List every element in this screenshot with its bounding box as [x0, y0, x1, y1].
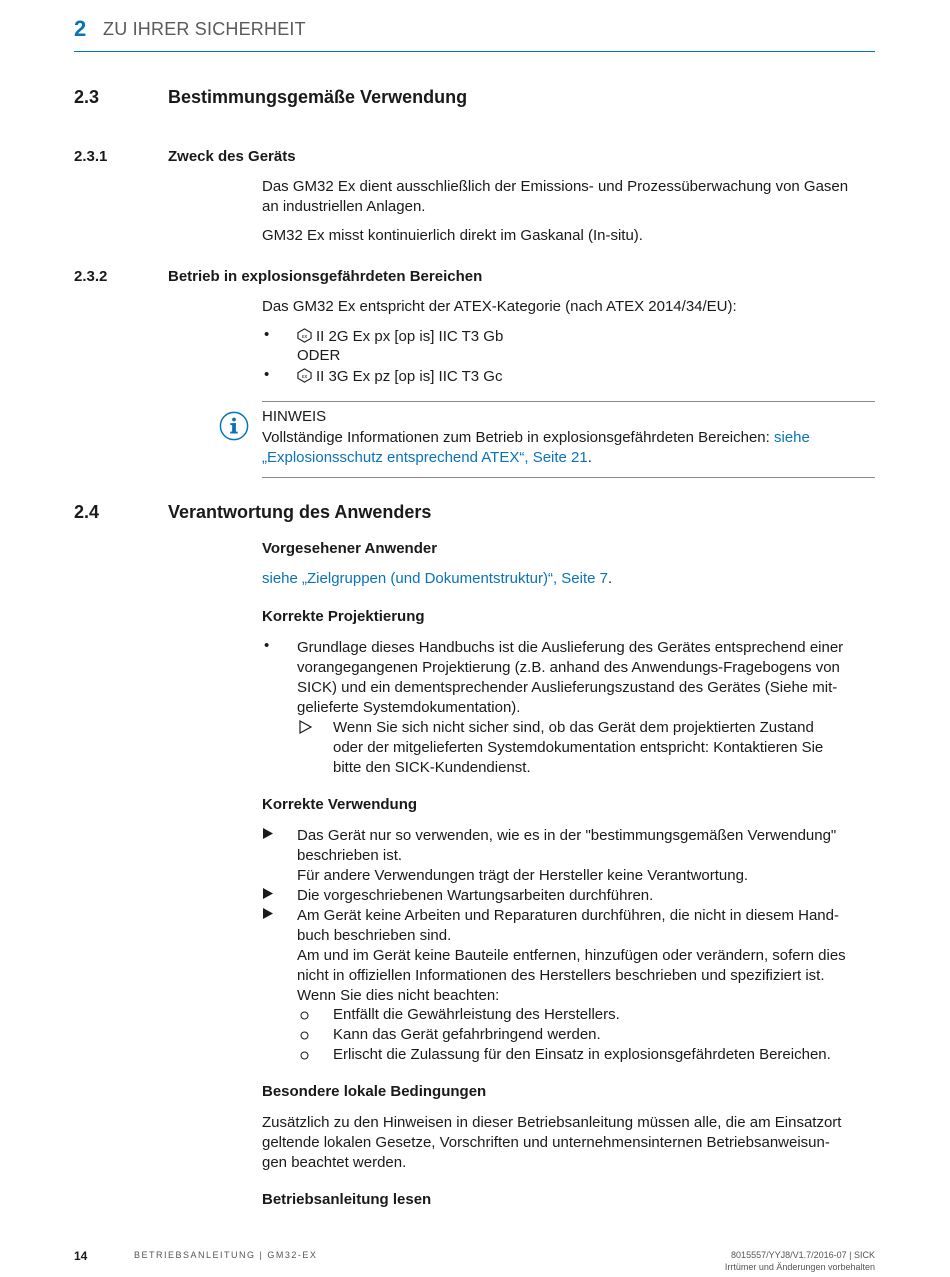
result-line: Wenn Sie sich nicht sicher sind, ob das Gerät dem projektierten Zustand	[333, 719, 814, 736]
list-item-line: vorangegangenen Projektierung (z.B. anhand des Anwendungs-Fragebogens von	[297, 659, 840, 676]
list-connector: ODER	[297, 347, 341, 364]
subsection-number: 2.3.2	[74, 268, 108, 285]
subheading: Betriebsanleitung lesen	[262, 1191, 432, 1208]
list-item-line: Grundlage dieses Handbuchs ist die Auslieferung des Gerätes entsprechend einer	[297, 639, 844, 656]
paragraph: Das GM32 Ex entspricht der ATEX-Kategorie (nach ATEX 2014/34/EU):	[262, 298, 737, 315]
chapter-number: 2	[74, 16, 87, 41]
info-icon	[219, 411, 249, 441]
arrow-action-icon	[263, 888, 273, 899]
action-line: Das Gerät nur so verwenden, wie es in der "bestimmungsgemäßen Verwendung"	[297, 827, 837, 844]
period: .	[608, 570, 613, 587]
zielgruppen-link[interactable]: siehe „Zielgruppen (und Dokumentstruktur)“, Seite 7	[262, 570, 608, 587]
section-title: Bestimmungsgemäße Verwendung	[168, 87, 468, 107]
paragraph: GM32 Ex misst kontinuierlich direkt im Gaskanal (In-situ).	[262, 227, 643, 244]
list-item	[297, 327, 503, 347]
paragraph-line: gen beachtet werden.	[262, 1154, 407, 1171]
sub-list-item: Erlischt die Zulassung für den Einsatz in explosionsgefährdeten Bereichen.	[333, 1046, 831, 1063]
list-item-text: II 3G Ex pz [op is] IIC T3 Gc	[316, 368, 503, 385]
bullet-dot-icon: •	[264, 366, 270, 383]
action-line: Die vorgeschriebenen Wartungsarbeiten durchführen.	[297, 887, 654, 904]
ex-marking-icon	[297, 328, 312, 343]
list-item-line: SICK) und ein dementsprechender Auslieferungszustand des Gerätes (Siehe mit-	[297, 679, 838, 696]
triangle-result-icon	[299, 720, 312, 734]
circle-bullet-icon	[300, 1031, 309, 1040]
result-line: bitte den SICK-Kundendienst.	[333, 759, 531, 776]
paragraph-line: an industriellen Anlagen.	[262, 198, 426, 215]
subheading: Vorgesehener Anwender	[262, 540, 438, 557]
action-line: Für andere Verwendungen trägt der Hersteller keine Verantwortung.	[297, 867, 749, 884]
action-line: nicht in offiziellen Informationen des Herstellers beschrieben und spezifiziert ist.	[297, 967, 825, 984]
note-text-line	[262, 448, 592, 468]
subsection-title: Zweck des Geräts	[168, 148, 296, 165]
note-link-part1[interactable]: siehe	[774, 429, 810, 446]
list-item	[297, 367, 502, 387]
subheading: Korrekte Verwendung	[262, 796, 418, 813]
svg-text:εx: εx	[301, 373, 308, 380]
action-line: Am Gerät keine Arbeiten und Reparaturen durchführen, die nicht in diesem Hand-	[297, 907, 839, 924]
subheading: Besondere lokale Bedingungen	[262, 1083, 487, 1100]
circle-bullet-icon	[300, 1051, 309, 1060]
section-number: 2.4	[74, 502, 100, 522]
footer-disclaimer: Irrtümer und Änderungen vorbehalten	[724, 1262, 875, 1272]
paragraph-line: Zusätzlich zu den Hinweisen in dieser Betriebsanleitung müssen alle, die am Einsatzort	[262, 1114, 842, 1131]
header-rule	[74, 51, 875, 52]
subsection-number: 2.3.1	[74, 148, 108, 165]
footer-document-title: BETRIEBSANLEITUNG | GM32-EX	[134, 1250, 318, 1260]
note-text-line	[262, 428, 810, 448]
list-item-text: II 2G Ex px [op is] IIC T3 Gb	[316, 328, 504, 345]
arrow-action-icon	[263, 828, 273, 839]
arrow-action-icon	[263, 908, 273, 919]
subheading: Korrekte Projektierung	[262, 608, 425, 625]
section-title: Verantwortung des Anwenders	[168, 502, 432, 522]
bullet-dot-icon: •	[264, 326, 270, 343]
list-item-line: gelieferte Systemdokumentation).	[297, 699, 521, 716]
ex-marking-icon	[297, 368, 312, 383]
chapter-title: ZU IHRER SICHERHEIT	[103, 19, 306, 39]
note-link-part2[interactable]: „Explosionsschutz entsprechend ATEX“, Seite 21	[262, 449, 588, 466]
circle-bullet-icon	[300, 1011, 309, 1020]
action-line: Wenn Sie dies nicht beachten:	[297, 987, 500, 1004]
footer-right	[725, 1249, 875, 1273]
bullet-dot-icon: •	[264, 637, 270, 654]
note-text: Vollständige Informationen zum Betrieb in explosionsgefährdeten Bereichen:	[262, 429, 770, 446]
svg-text:εx: εx	[301, 333, 308, 340]
footer-doc-id: 8015557/YYJ8/V1.7/2016-07 | SICK	[731, 1250, 875, 1260]
note-period: .	[587, 449, 592, 466]
action-line: buch beschrieben sind.	[297, 927, 452, 944]
action-line: beschrieben ist.	[297, 847, 403, 864]
paragraph-line: geltende lokalen Gesetze, Vorschriften und unternehmensinternen Betriebsanweisun-	[262, 1134, 830, 1151]
paragraph	[262, 569, 612, 589]
sub-list-item: Entfällt die Gewährleistung des Herstellers.	[333, 1006, 620, 1023]
subsection-title: Betrieb in explosionsgefährdeten Bereichen	[168, 268, 483, 285]
page-number: 14	[74, 1249, 88, 1263]
note-bottom-rule	[262, 477, 875, 478]
section-number: 2.3	[74, 87, 100, 107]
sub-list-item: Kann das Gerät gefahrbringend werden.	[333, 1026, 601, 1043]
note-top-rule	[262, 401, 875, 402]
action-line: Am und im Gerät keine Bauteile entfernen, hinzufügen oder verändern, sofern dies	[297, 947, 846, 964]
note-title: HINWEIS	[262, 408, 327, 425]
paragraph-line: Das GM32 Ex dient ausschließlich der Emissions- und Prozessüberwachung von Gasen	[262, 178, 849, 195]
result-line: oder der mitgelieferten Systemdokumentation entspricht: Kontaktieren Sie	[333, 739, 824, 756]
